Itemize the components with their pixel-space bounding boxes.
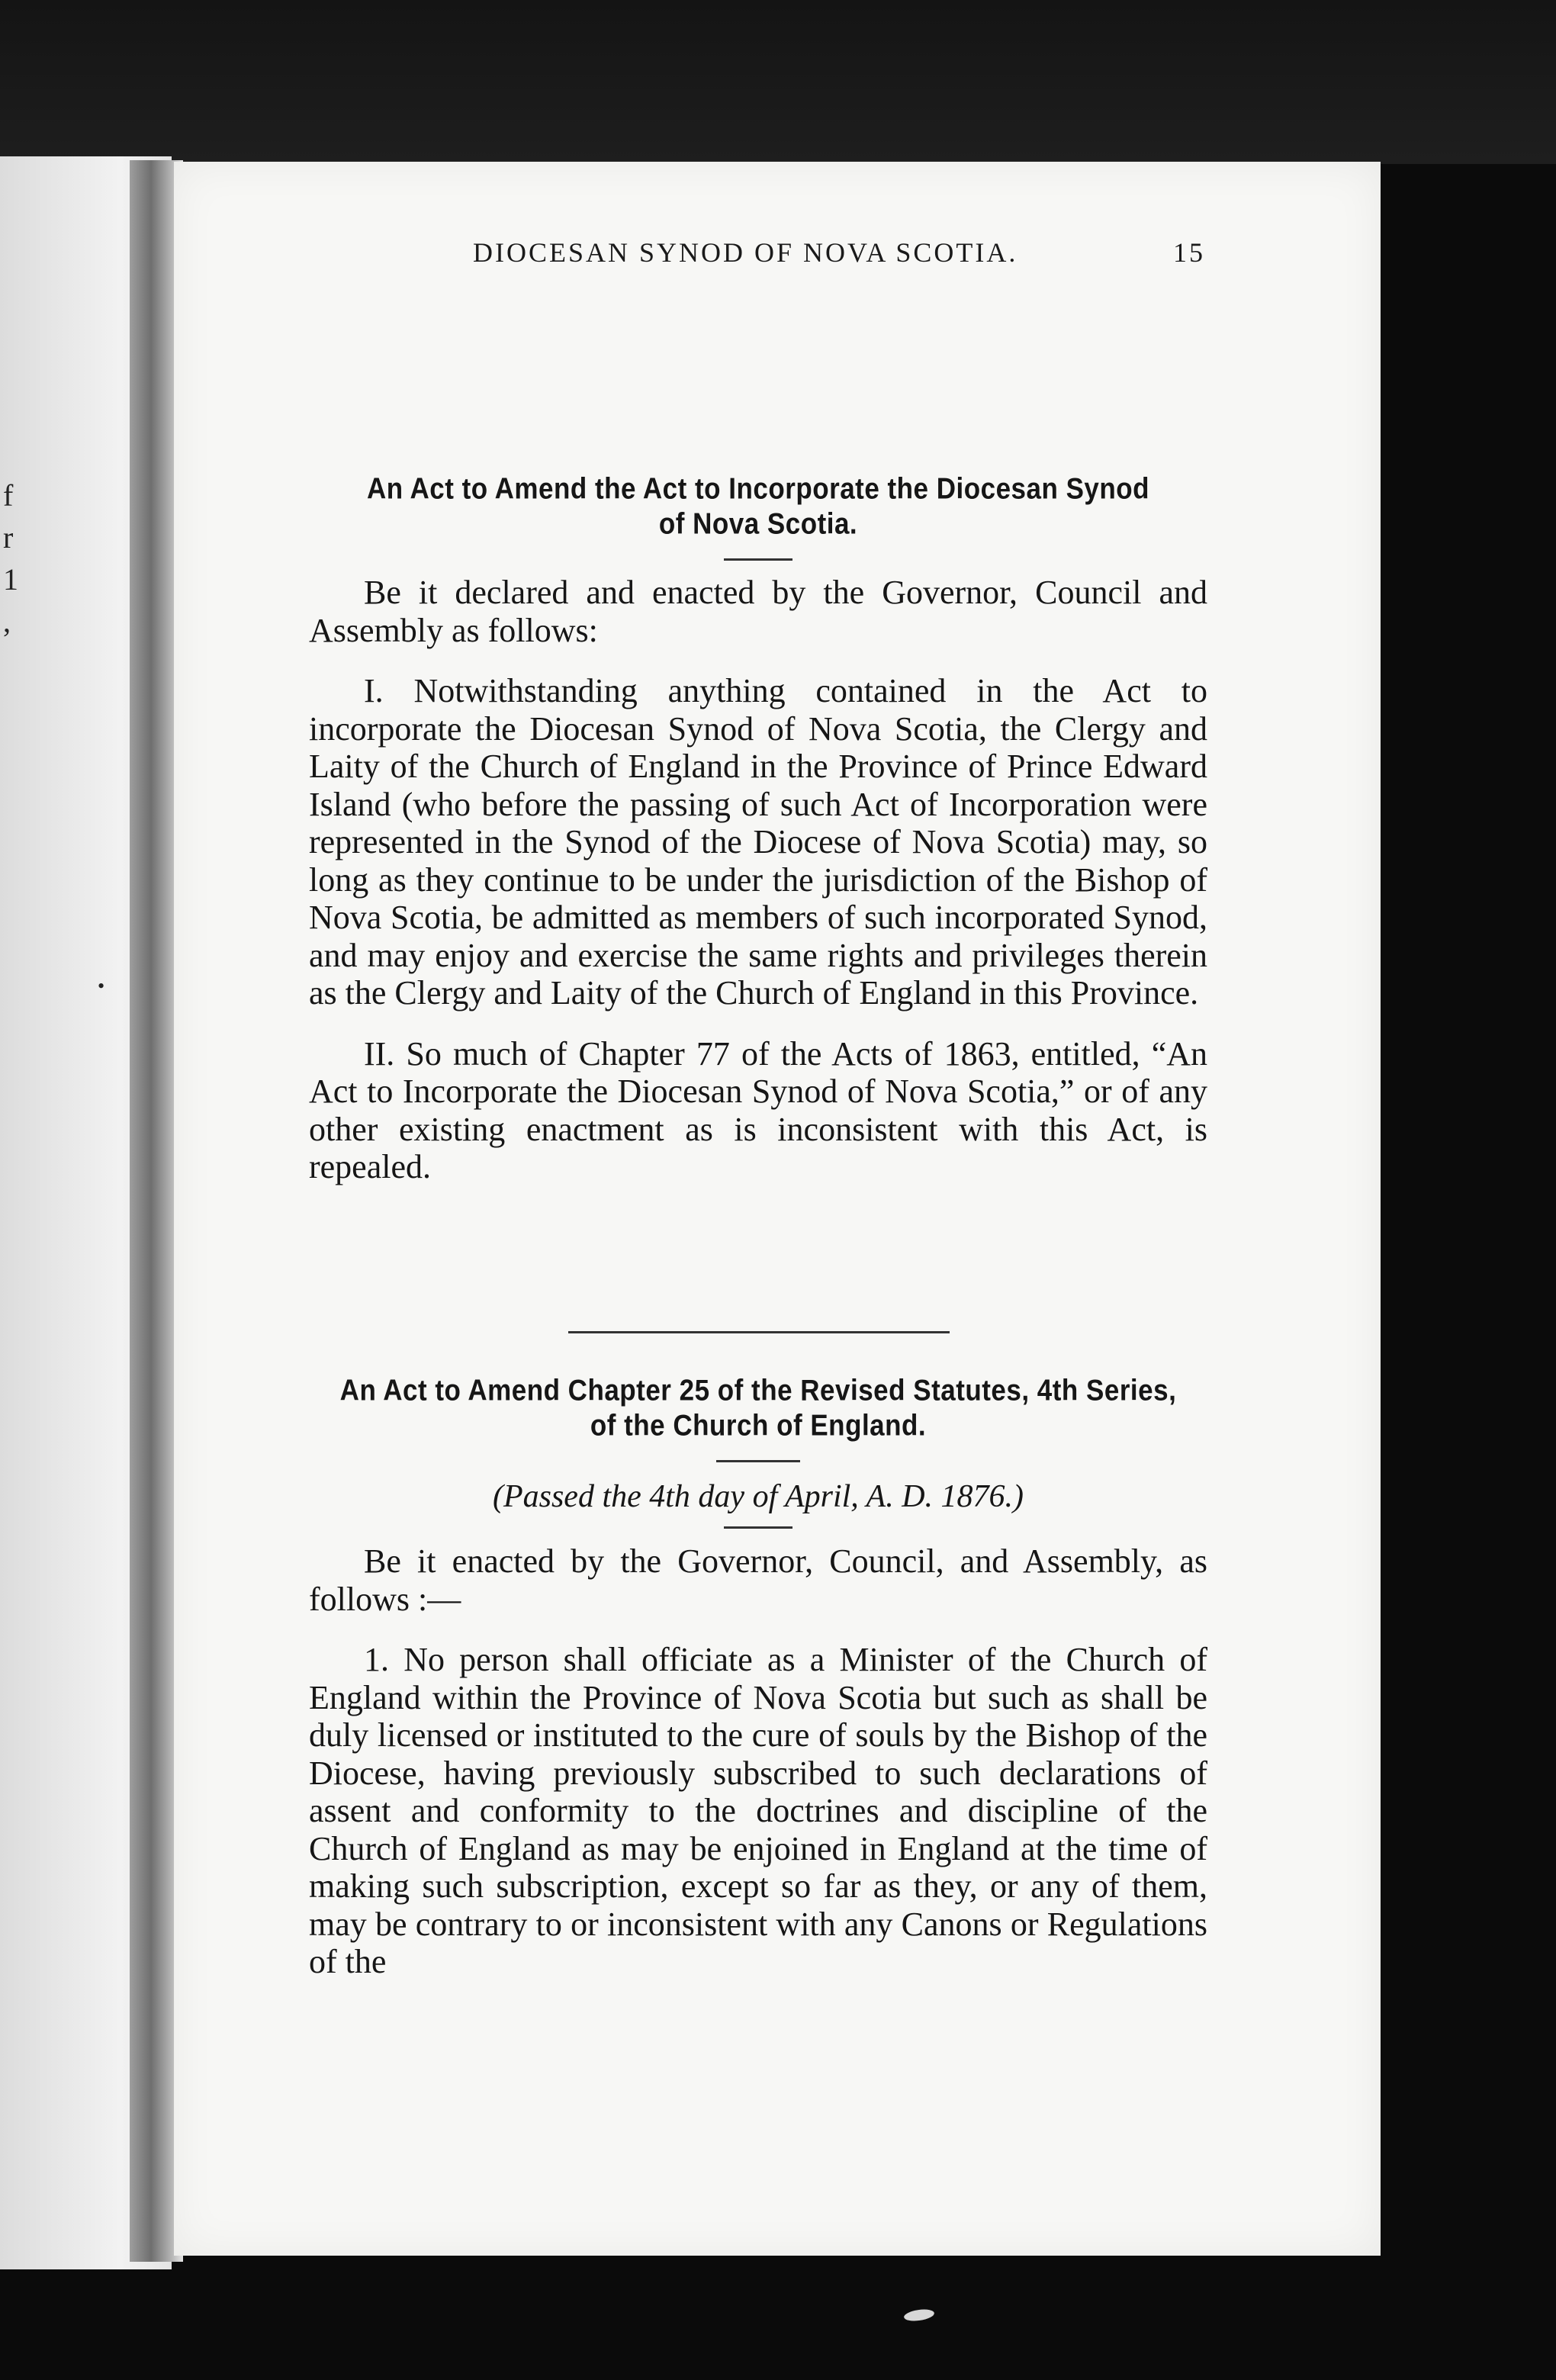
title-rule [724,1526,792,1529]
act2-passed-date: (Passed the 4th day of April, A. D. 1876.) [492,1479,1024,1514]
act1-body [309,574,1207,1186]
act1-heading [309,471,1207,561]
act2-enacting-clause: Be it enacted by the Governor, Council, and Assembly, as follows :— [309,1542,1207,1618]
margin-glyph: f [3,478,14,513]
section-divider [568,1331,950,1333]
act1-section-1: I. Notwithstanding anything contained in the Act to incorporate the Diocesan Synod of Nova Scotia, the Clergy and Laity of the Church of England in the Province of Prince Edward Island (who before the passing of such Act of Incorporation were represented in the Synod of the Diocese of Nova Scotia) may, so long as they continue to be under the jurisdiction of the Bishop of Nova Scotia, be admitted as members of such incorporated Synod, and may enjoy and exercise the same rights and privileges therein as the Clergy and Laity of the Church of England in this Province. [309,672,1207,1011]
act1-section-2: II. So much of Chapter 77 of the Acts of 1863, entitled, “An Act to Incorporate the Diocesan Synod of Nova Scotia,” or of any other existing enactment as is inconsistent with this Act, is repealed. [309,1034,1207,1185]
scan-background-top [0,0,1556,164]
title-rule [724,558,792,561]
title-rule [716,1460,800,1462]
running-header [301,236,1205,269]
act1-title-line1: An Act to Amend the Act to Incorporate the Diocesan Synod [366,471,1150,506]
act2-heading [309,1373,1207,1529]
margin-glyph: 1 [3,562,18,597]
scan-speck [903,2308,935,2322]
act1-enacting-clause: Be it declared and enacted by the Governor, Council and Assembly as follows: [309,574,1207,649]
act2-title-line1: An Act to Amend Chapter 25 of the Revised Statutes, 4th Series, [339,1373,1177,1407]
act2-title-line2: of the Church of England. [590,1408,927,1442]
margin-glyph: , [3,604,11,638]
margin-glyph: • [98,975,105,997]
act2-body [309,1542,1207,1981]
act1-title-line2: of Nova Scotia. [658,507,858,541]
running-title: DIOCESAN SYNOD OF NOVA SCOTIA. [473,237,1018,268]
margin-glyph: r [3,520,14,555]
page-number: 15 [1173,237,1205,268]
act2-section-1: 1. No person shall officiate as a Minister of the Church of England within the Province of Nova Scotia but such as shall be duly licensed or instituted to the cure of souls by the Bishop of the Diocese, having previously subscribed to such declarations of assent and conformity to the doctrines and discipline of the Church of England as may be enjoined in England at the time of making such subscription, except so far as they, or any of them, may be contrary to or inconsistent with any Canons or Regulations of the [309,1641,1207,1980]
